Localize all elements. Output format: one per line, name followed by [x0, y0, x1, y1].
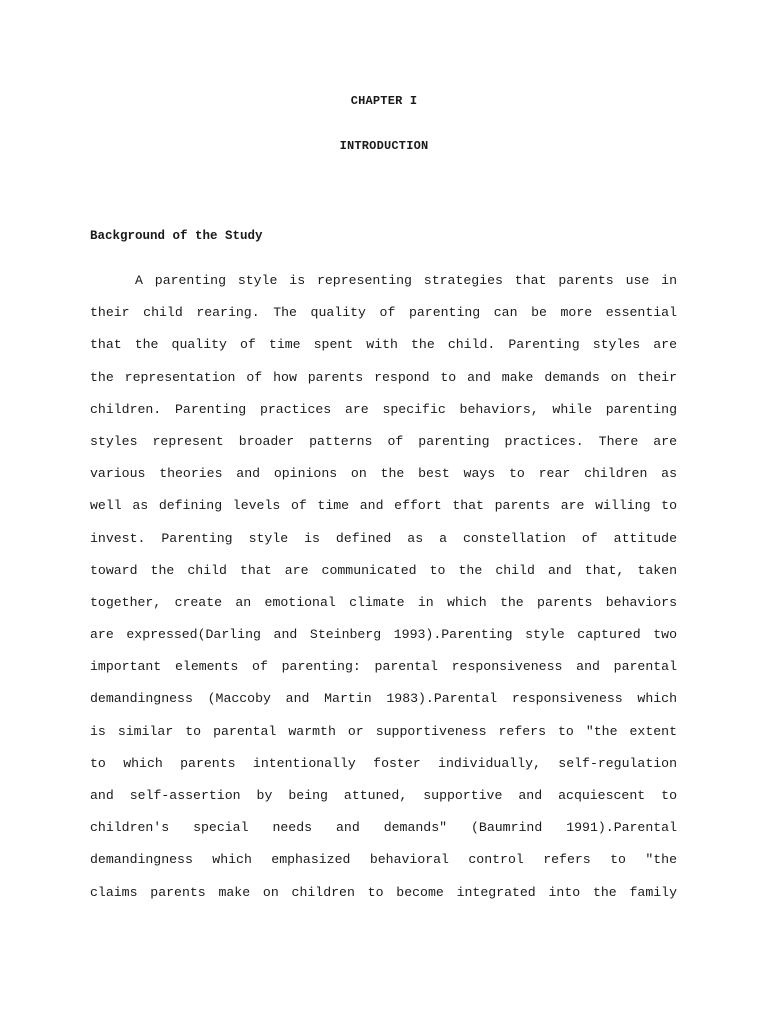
paragraph-line: demandingness which emphasized behavioral control refers to "the: [90, 852, 677, 868]
paragraph-line: children's special needs and demands" (Baumrind 1991).Parental: [90, 820, 677, 836]
paragraph-line: claims parents make on children to become integrated into the family: [90, 884, 677, 900]
paragraph-line: toward the child that are communicated to the child and that, taken: [90, 562, 677, 578]
paragraph-line: styles represent broader patterns of parenting practices. There are: [90, 433, 677, 449]
paragraph-line: is similar to parental warmth or supportiveness refers to "the extent: [90, 723, 677, 739]
paragraph-line: A parenting style is representing strategies that parents use in: [135, 273, 677, 288]
paragraph-line: children. Parenting practices are specific behaviors, while parenting: [90, 401, 677, 417]
paragraph-line: the representation of how parents respond to and make demands on their: [90, 369, 677, 385]
paragraph-line: well as defining levels of time and effort that parents are willing to: [90, 498, 677, 514]
paragraph-line: together, create an emotional climate in which the parents behaviors: [90, 594, 677, 610]
paragraph-line: invest. Parenting style is defined as a constellation of attitude: [90, 530, 677, 546]
paragraph-line: important elements of parenting: parental responsiveness and parental: [90, 659, 677, 675]
chapter-heading: CHAPTER I: [350, 94, 418, 108]
paragraph-line: that the quality of time spent with the child. Parenting styles are: [90, 337, 677, 353]
paragraph-line: various theories and opinions on the best ways to rear children as: [90, 466, 677, 482]
paragraph-line: demandingness (Maccoby and Martin 1983).Parental responsiveness which: [90, 691, 677, 707]
section-heading: Background of the Study: [90, 229, 263, 243]
paragraph-line: to which parents intentionally foster individually, self-regulation: [90, 755, 677, 771]
paragraph-line: their child rearing. The quality of parenting can be more essential: [90, 305, 677, 321]
paragraph-line: are expressed(Darling and Steinberg 1993).Parenting style captured two: [90, 627, 677, 643]
paragraph-line: and self-assertion by being attuned, supportive and acquiescent to: [90, 788, 677, 803]
chapter-title: INTRODUCTION: [339, 139, 429, 153]
body-paragraph: [90, 270, 677, 914]
